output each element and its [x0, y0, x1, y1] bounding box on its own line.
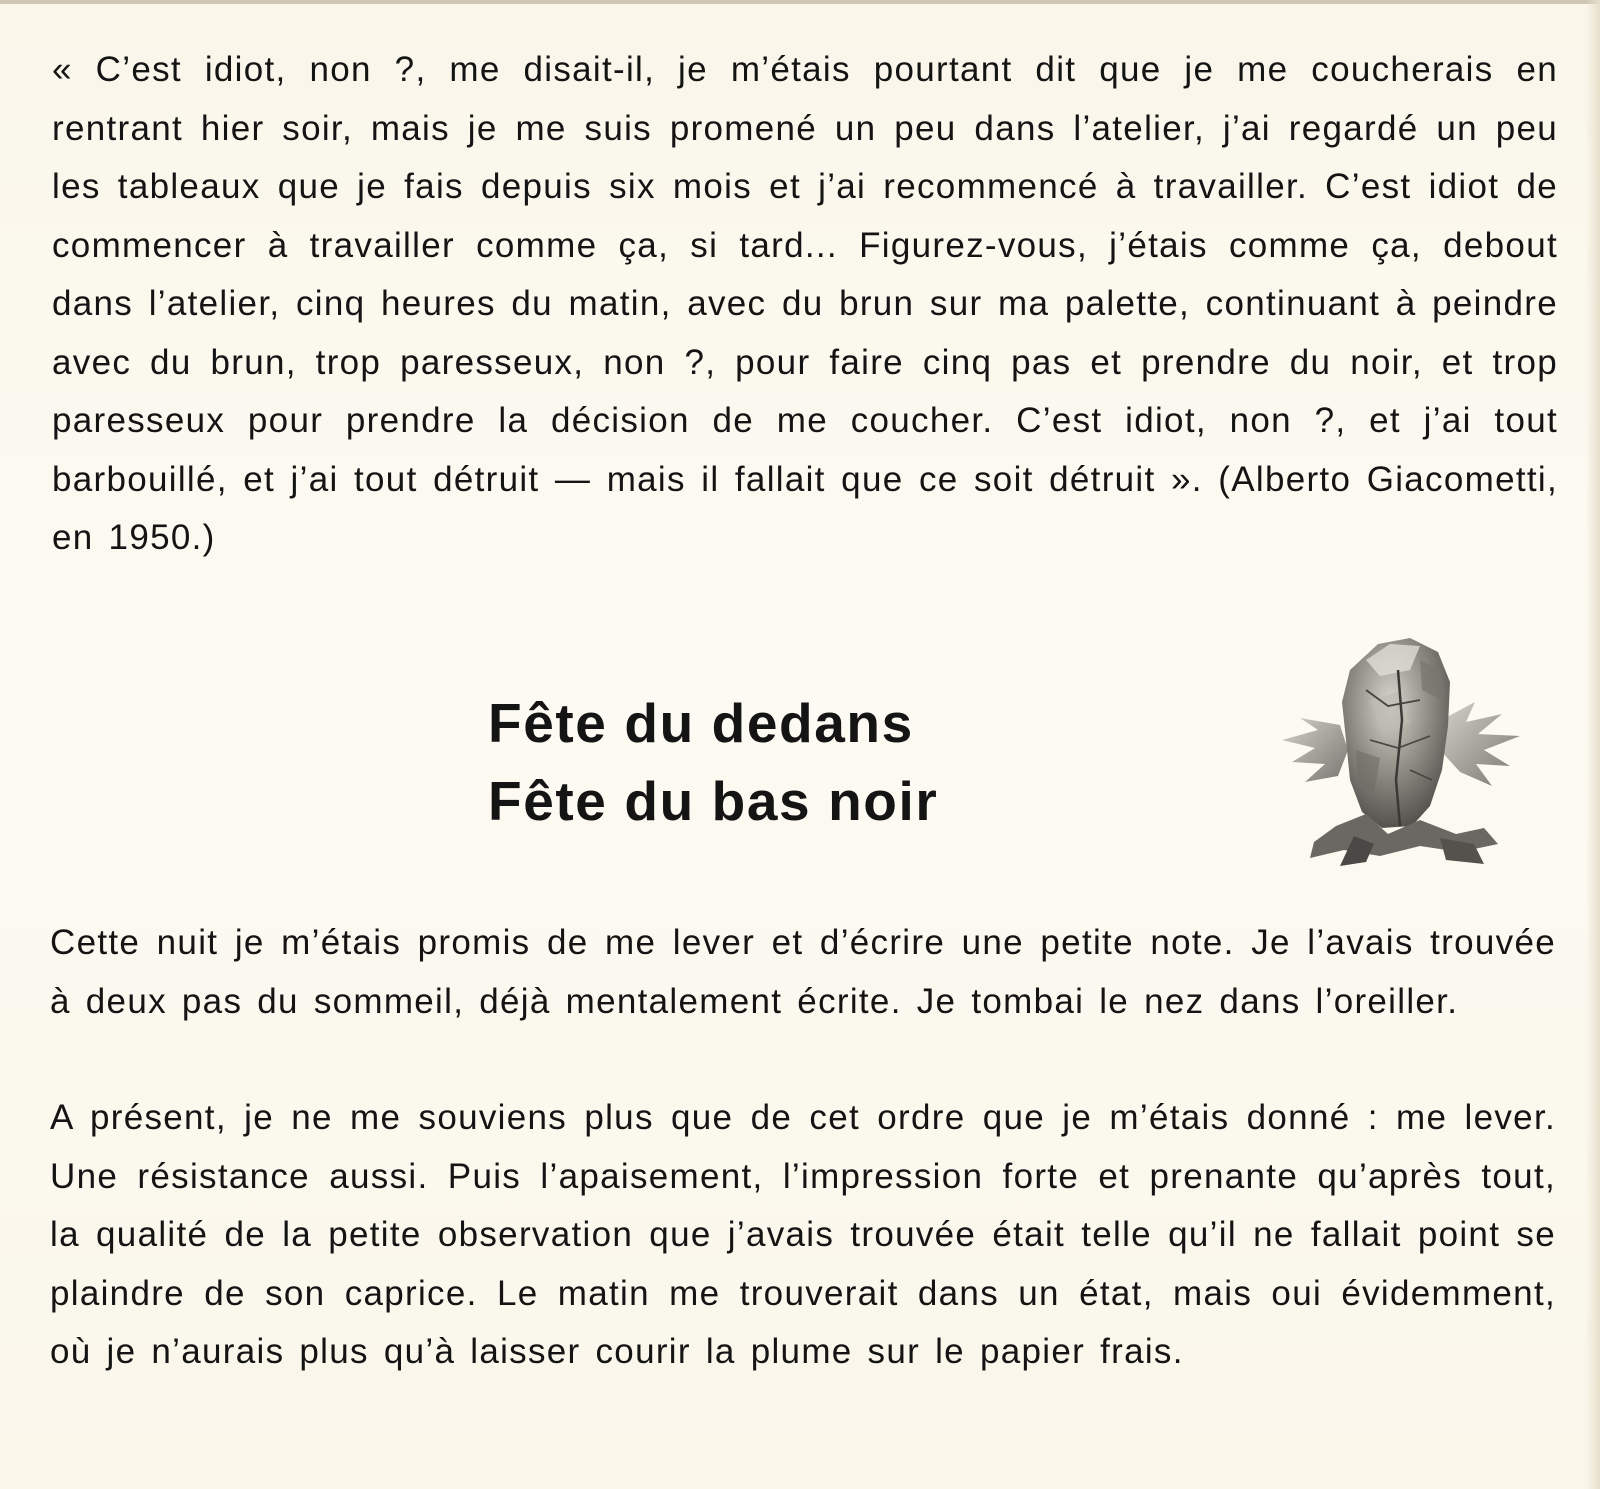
- heading-line-1: Fête du dedans: [488, 692, 914, 754]
- section-heading: [488, 684, 938, 840]
- body-paragraph-1: Cette nuit je m’étais promis de me lever et d’écrire une petite note. Je l’avais trouvée à deux pas du sommeil, déjà mentalement écrite. Je tombai le nez dans l’oreiller.: [50, 923, 1556, 1021]
- giacometti-quote: « C’est idiot, non ?, me disait-il, je m’étais pourtant dit que je me coucherais en rentrant hier soir, mais je me suis promené un peu dans l’atelier, j’ai regardé un peu les tableaux que je fais depuis six mois et j’ai recommencé à travailler. C’est idiot de commencer à travailler comme ça, si tard... Figurez-vous, j’étais comme ça, debout dans l’atelier, cinq heures du matin, avec du brun sur ma palette, continuant à peindre avec du brun, trop paresseux, non ?, pour faire cinq pas et prendre du noir, et trop paresseux pour prendre la décision de me coucher. C’est idiot, non ?, et j’ai tout barbouillé, et j’ai tout détruit — mais il fallait que ce soit détruit ». (Alberto Giacometti, en 1950.): [52, 50, 1558, 557]
- body-paragraph-2: A présent, je ne me souviens plus que de cet ordre que je m’étais donné : me lever. Une résistance aussi. Puis l’apaisement, l’impression forte et prenante qu’après tout, la qualité de la petite observation que j’avais trouvée était telle qu’il ne fallait point se plaindre de son caprice. Le matin me trouverait dans un état, mais oui évidemment, où je n’aurais plus qu’à laisser courir la plume sur le papier frais.: [50, 1098, 1556, 1371]
- heading-line-2: Fête du bas noir: [488, 770, 939, 832]
- clay-bird-sculpture-icon: [1270, 630, 1540, 880]
